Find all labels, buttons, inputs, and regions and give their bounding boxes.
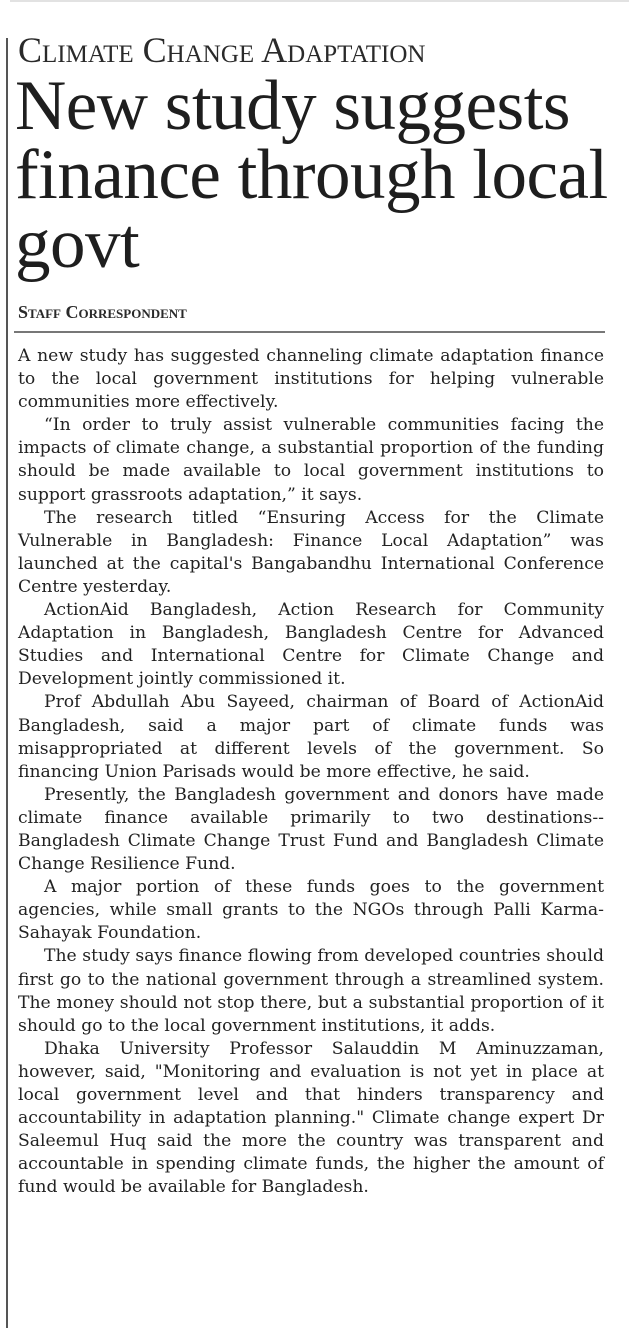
paragraph-3: The research titled “Ensuring Access for the Climate Vulnerable in Bangladesh: Finance Local Adaptation” was launched at the capital's Bangabandhu International Conference Centre yesterday.: [18, 507, 604, 597]
column-rule: [6, 38, 8, 1328]
paragraph-6: Presently, the Bangladesh government and donors have made climate finance available primarily to two destinations--Bangladesh Climate Change Trust Fund and Bangladesh Climate Change Resilience Fund.: [18, 784, 604, 875]
paragraph-9: Dhaka University Professor Salauddin M Aminuzzaman, however, said, "Monitoring and evaluation is not yet in place at local government level and that hinders transparency and accountability in adaptation planning." Climate change expert Dr Saleemul Huq said the more the country was transparent and accountable in spending climate funds, the higher the amount of fund would be available for Bangladesh.: [18, 1038, 604, 1198]
section-kicker: Climate Change Adaptation: [18, 30, 426, 70]
paragraph-2: “In order to truly assist vulnerable communities facing the impacts of climate change, a substantial proportion of the funding should be made available to local government institutions to support grassroots adaptation,” it says.: [18, 415, 604, 505]
byline-divider: [14, 331, 605, 333]
top-border: [10, 0, 629, 2]
headline: New study suggests finance through local govt: [15, 67, 608, 283]
byline: Staff Correspondent: [18, 302, 187, 322]
article-body: [18, 345, 604, 1199]
paragraph-7: A major portion of these funds goes to the government agencies, while small grants to the NGOs through Palli Karma-Sahayak Foundation.: [18, 877, 604, 944]
paragraph-1: A new study has suggested channeling climate adaptation finance to the local government institutions for helping vulnerable communities more effectively.: [18, 346, 604, 413]
paragraph-5: Prof Abdullah Abu Sayeed, chairman of Board of ActionAid Bangladesh, said a major part of climate funds was misappropriated at different levels of the government. So financing Union Parisads would be more effective, he said.: [18, 692, 604, 782]
paragraph-4: ActionAid Bangladesh, Action Research for Community Adaptation in Bangladesh, Bangladesh Centre for Advanced Studies and International Centre for Climate Change and Development jointly commissioned it.: [18, 600, 604, 690]
paragraph-8: The study says finance flowing from developed countries should first go to the national government through a streamlined system. The money should not stop there, but a substantial proportion of it should go to the local government institutions, it adds.: [18, 946, 604, 1036]
